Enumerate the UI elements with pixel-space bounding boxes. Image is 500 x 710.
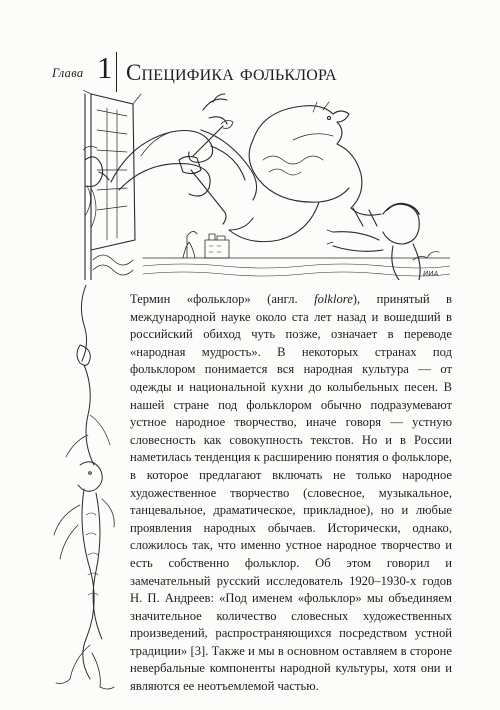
paragraph-intro: Термин «фольклор» (англ. (130, 292, 315, 306)
chapter-word: Глава (52, 66, 84, 80)
side-illustration (50, 285, 118, 695)
old-man (83, 146, 109, 228)
paragraph-body: ), принятый в международной науке около ста лет назад и вошедший в российский обиход чуть позже, означает в переводе «народная мудрость». В некоторых странах под фольклором понимается вся народная культура — от одежды и национальной кухни до колыбельных песен. В нашей стране под фольклором обычно подразумевают устное народное творчество, иначе говоря — устную словесность как совокупность текстов. Но и в России наметилась тенденция к расширению понятия о фольклоре, в которое предлагают включать не только народное художественное творчество (словесное, музыкальное, танцевальное, драматическое, прикладное), но и любые проявления народных обычаев. Исторически, однако, сложилось так, что именно устное народное творчество и есть собственно фольклор. Об этом говорил и замечательный русский исследователь 1920–1930-х годов Н. П. Андреев: «Под именем «фольклор» мы объединяем значительное количество словесных художественных произведений, распространяющихся посредством устной традиции» [3]. Также и мы в основном оставляем в стороне невербальные компоненты народной культуры, хотя они и являются ее неотъемлемой частью. (130, 292, 452, 694)
chapter-header (0, 52, 500, 92)
hand-with-key (179, 120, 233, 224)
artist-signature: ИИА (423, 270, 439, 278)
header-divider (116, 52, 117, 92)
side-ornament (66, 285, 110, 465)
mermaid-creature (54, 462, 114, 689)
body-paragraph (130, 291, 452, 696)
landscape (143, 231, 450, 276)
term-english: folklore (314, 292, 353, 306)
window-frame (83, 90, 141, 280)
chapter-title: Специфика фольклора (126, 60, 337, 85)
chapter-number: 1 (97, 50, 113, 85)
chapter-illustration (83, 90, 450, 280)
